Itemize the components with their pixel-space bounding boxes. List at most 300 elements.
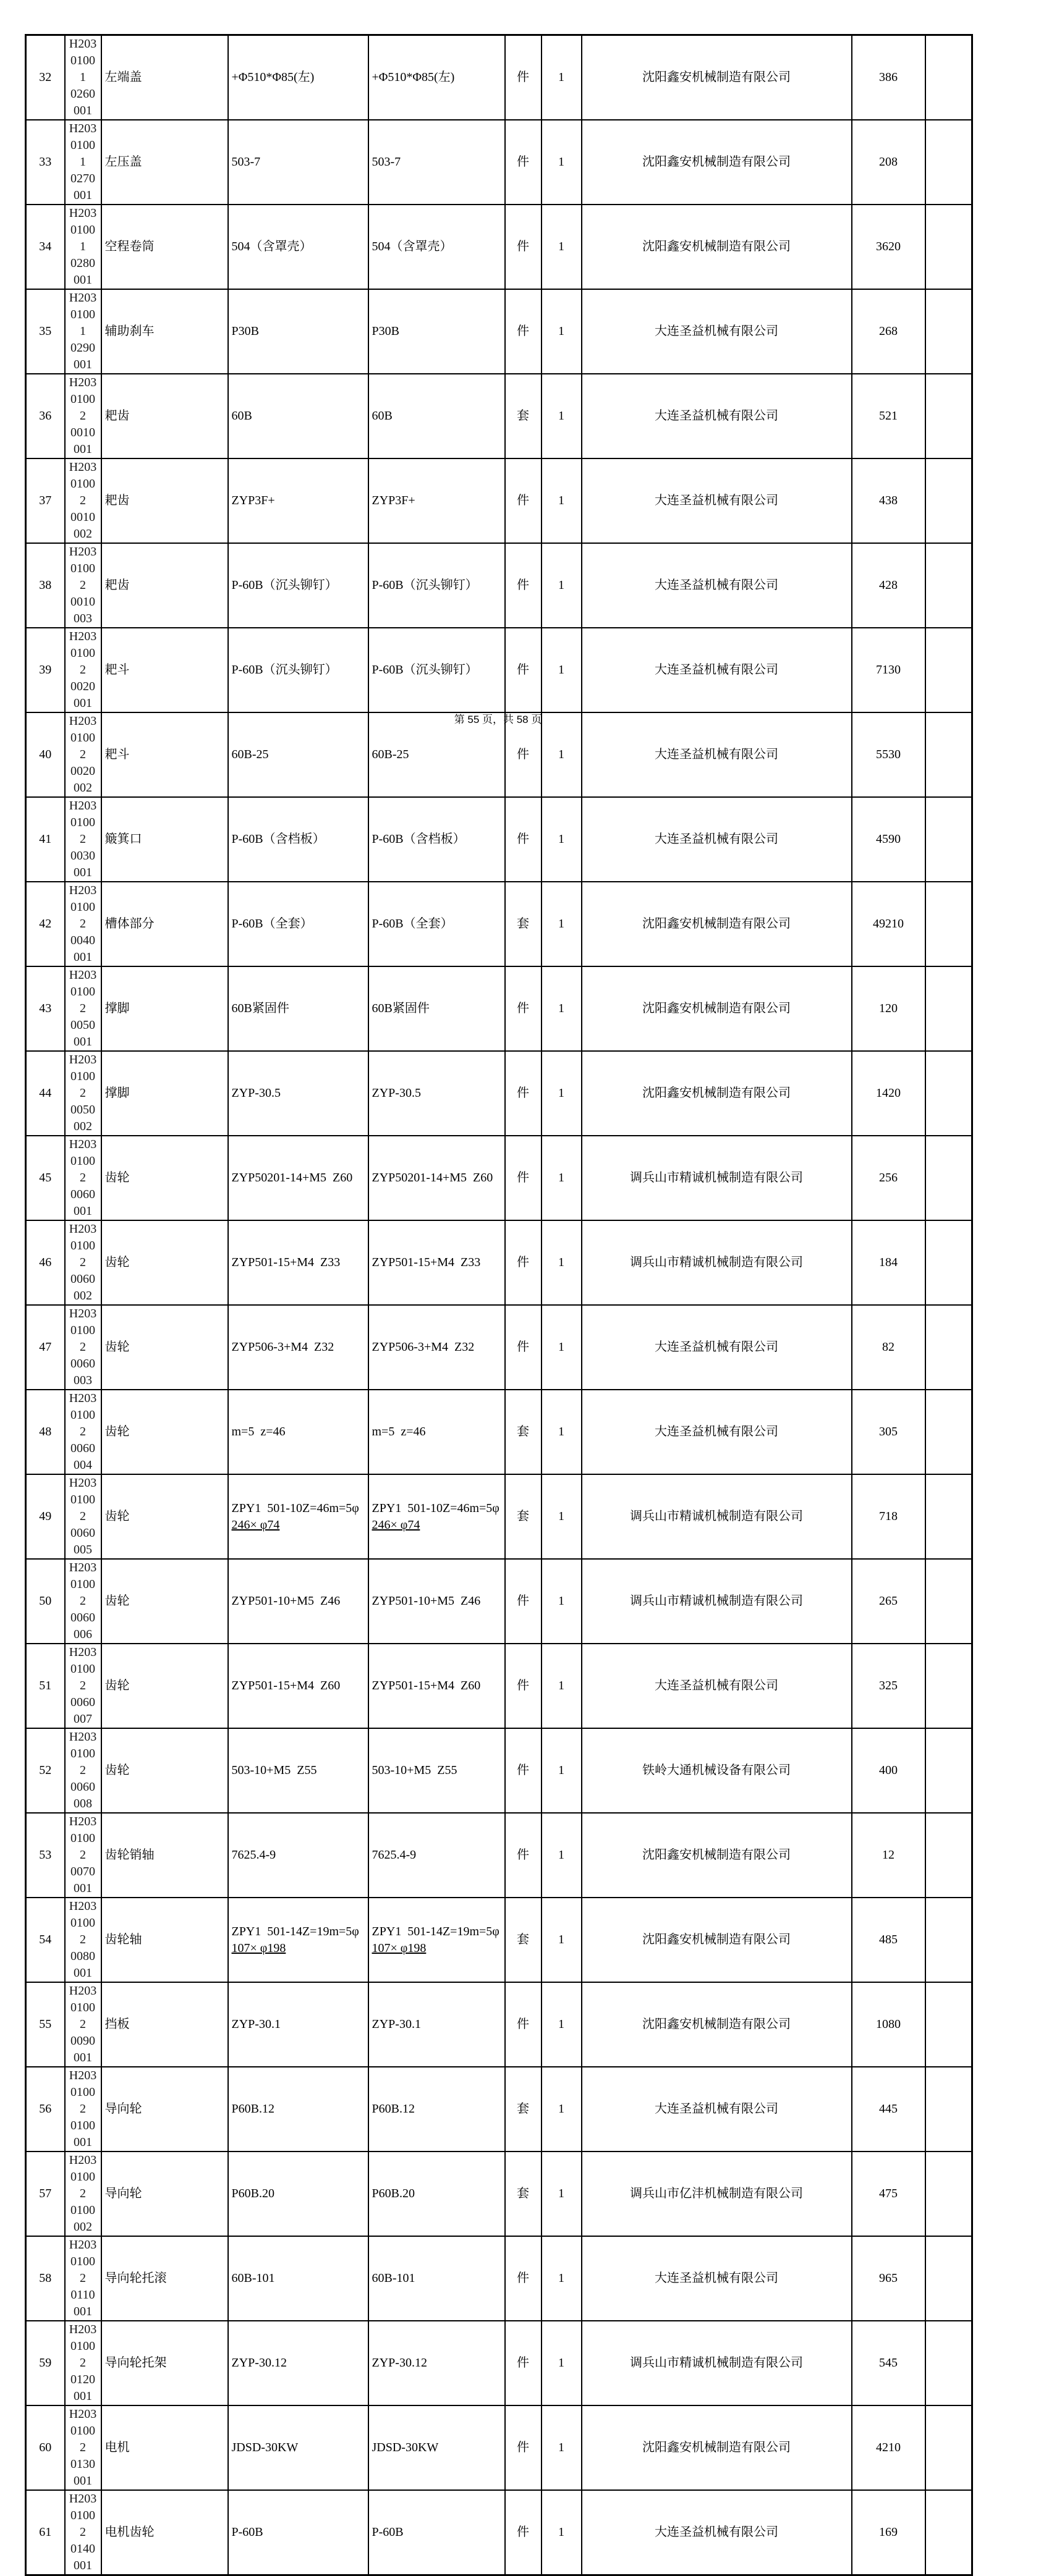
part-code-line1: H20301002: [69, 1222, 97, 1269]
part-code-line2: 0070001: [70, 1865, 95, 1895]
table-row: [26, 1051, 972, 1136]
part-code: [65, 2152, 101, 2236]
price: 305: [852, 1390, 925, 1474]
part-name: 耙斗: [101, 628, 228, 712]
quantity: 1: [542, 2236, 582, 2321]
empty-cell: [925, 1728, 972, 1813]
manufacturer: 沈阳鑫安机械制造有限公司: [582, 205, 852, 289]
part-code-line2: 0060001: [70, 1188, 95, 1218]
part-code-line2: 0260001: [70, 87, 95, 117]
part-code-line2: 0120001: [70, 2373, 95, 2403]
manufacturer: 沈阳鑫安机械制造有限公司: [582, 1051, 852, 1136]
spec-model-1: [228, 2405, 368, 2490]
part-code-line2: 0040001: [70, 934, 95, 964]
spec-model-1-text: 503-7: [231, 155, 261, 169]
empty-cell: [925, 1982, 972, 2067]
table-row: [26, 120, 972, 205]
part-code: [65, 120, 101, 205]
quantity: 1: [542, 1136, 582, 1220]
quantity: 1: [542, 797, 582, 882]
table-row: [26, 628, 972, 712]
unit: 件: [505, 1982, 542, 2067]
quantity: 1: [542, 2067, 582, 2152]
unit: 套: [505, 374, 542, 458]
part-code: [65, 1051, 101, 1136]
spec-model-1: [228, 2067, 368, 2152]
unit: 件: [505, 289, 542, 374]
part-name: 齿轮: [101, 1644, 228, 1728]
spec-model-1: [228, 1982, 368, 2067]
part-code-line1: H20301001: [69, 291, 97, 338]
part-code-line1: H20301002: [69, 2153, 97, 2200]
part-code: [65, 1728, 101, 1813]
part-name: 电机齿轮: [101, 2490, 228, 2575]
spec-model-1-text: ZPY1 501-14Z=19m=5φ: [231, 1924, 359, 1938]
table-row: [26, 1728, 972, 1813]
unit: 件: [505, 1136, 542, 1220]
spec-model-2-text: JDSD-30KW: [372, 2441, 439, 2454]
part-code: [65, 289, 101, 374]
spec-model-2-text: ZYP-30.1: [372, 2017, 421, 2031]
empty-cell: [925, 120, 972, 205]
spec-model-2-text: +Φ510*Φ85(左): [372, 70, 455, 84]
part-name: 耙齿: [101, 543, 228, 628]
spec-model-2-text: ZYP501-15+M4 Z60: [372, 1679, 481, 1692]
empty-cell: [925, 882, 972, 966]
empty-cell: [925, 1136, 972, 1220]
quantity: 1: [542, 1813, 582, 1898]
spec-model-2-text: P-60B（沉头铆钉）: [372, 663, 478, 677]
quantity: 1: [542, 1305, 582, 1390]
empty-cell: [925, 2405, 972, 2490]
part-name: 电机: [101, 2405, 228, 2490]
row-number: 58: [26, 2236, 65, 2321]
part-code: [65, 2490, 101, 2575]
spec-model-1-text: ZYP50201-14+M5 Z60: [231, 1171, 353, 1185]
part-name: 齿轮: [101, 1728, 228, 1813]
unit: 件: [505, 1051, 542, 1136]
part-code-line1: H20301002: [69, 376, 97, 423]
spec-model-2: [368, 628, 505, 712]
spec-model-2: [368, 2405, 505, 2490]
spec-model-2-text: ZYP-30.12: [372, 2356, 427, 2370]
manufacturer: 大连圣益机械有限公司: [582, 543, 852, 628]
row-number: 34: [26, 205, 65, 289]
unit: 件: [505, 1305, 542, 1390]
table-row: [26, 1559, 972, 1644]
part-name: 耙齿: [101, 374, 228, 458]
spec-model-2: [368, 1559, 505, 1644]
quantity: 1: [542, 882, 582, 966]
table-row: [26, 2152, 972, 2236]
part-name: 齿轮: [101, 1559, 228, 1644]
spec-model-1-text: P30B: [231, 324, 259, 338]
price: 545: [852, 2321, 925, 2405]
table-row: [26, 374, 972, 458]
quantity: 1: [542, 712, 582, 797]
table-row: [26, 1136, 972, 1220]
spec-model-1: [228, 1220, 368, 1305]
quantity: 1: [542, 1982, 582, 2067]
part-name: 导向轮: [101, 2152, 228, 2236]
spec-model-2-text: ZYP3F+: [372, 494, 415, 507]
spec-model-1-text: ZYP501-15+M4 Z60: [231, 1679, 341, 1692]
quantity: 1: [542, 1051, 582, 1136]
row-number: 42: [26, 882, 65, 966]
price: 485: [852, 1898, 925, 1982]
part-name: 齿轮: [101, 1220, 228, 1305]
unit: 件: [505, 2405, 542, 2490]
spec-model-2: [368, 882, 505, 966]
table-row: [26, 1898, 972, 1982]
part-code-line2: 0060005: [70, 1526, 95, 1556]
row-number: 54: [26, 1898, 65, 1982]
manufacturer: 大连圣益机械有限公司: [582, 712, 852, 797]
part-name: 撑脚: [101, 966, 228, 1051]
table-row: [26, 966, 972, 1051]
spec-model-1-text: JDSD-30KW: [231, 2441, 299, 2454]
part-code-line1: H20301001: [69, 37, 97, 84]
row-number: 52: [26, 1728, 65, 1813]
manufacturer: 大连圣益机械有限公司: [582, 2236, 852, 2321]
spec-model-2-text: P-60B（沉头铆钉）: [372, 578, 478, 592]
part-name: 导向轮托滚: [101, 2236, 228, 2321]
spec-model-2: [368, 1390, 505, 1474]
manufacturer: 沈阳鑫安机械制造有限公司: [582, 1898, 852, 1982]
row-number: 44: [26, 1051, 65, 1136]
quantity: 1: [542, 1898, 582, 1982]
spec-model-1: [228, 1898, 368, 1982]
manufacturer: 大连圣益机械有限公司: [582, 458, 852, 543]
spec-model-1-text: P-60B: [231, 2525, 263, 2539]
quantity: 1: [542, 1644, 582, 1728]
part-code: [65, 628, 101, 712]
row-number: 49: [26, 1474, 65, 1559]
spec-model-1-text: P-60B（全套）: [231, 917, 313, 931]
part-code-line2: 0080001: [70, 1949, 95, 1980]
spec-model-2-text: P30B: [372, 324, 399, 338]
spec-model-1-text: ZYP-30.1: [231, 2017, 281, 2031]
part-name: 齿轮: [101, 1390, 228, 1474]
price: 5530: [852, 712, 925, 797]
part-code: [65, 882, 101, 966]
spec-model-1: [228, 205, 368, 289]
price: 475: [852, 2152, 925, 2236]
spec-model-2-underlined-text: 107× φ198: [372, 1941, 427, 1955]
spec-model-2-text: 60B-101: [372, 2271, 415, 2285]
spec-model-1: [228, 2490, 368, 2575]
part-code-line1: H20301002: [69, 630, 97, 677]
price: 49210: [852, 882, 925, 966]
spec-model-2: [368, 1051, 505, 1136]
table-row: [26, 2405, 972, 2490]
spec-model-2-text: 60B-25: [372, 748, 409, 761]
part-code: [65, 1982, 101, 2067]
empty-cell: [925, 1813, 972, 1898]
empty-cell: [925, 289, 972, 374]
spec-model-1-text: ZYP506-3+M4 Z32: [231, 1340, 334, 1354]
part-code-line2: 0290001: [70, 341, 95, 371]
empty-cell: [925, 1051, 972, 1136]
spec-model-2: [368, 2490, 505, 2575]
spec-model-2-text: 504（含罩壳）: [372, 240, 453, 253]
spec-model-2-text: ZYP-30.5: [372, 1086, 421, 1100]
quantity: 1: [542, 289, 582, 374]
spec-model-1: [228, 458, 368, 543]
part-code: [65, 1390, 101, 1474]
part-name: 撑脚: [101, 1051, 228, 1136]
part-name: 齿轮轴: [101, 1898, 228, 1982]
spec-model-1-text: ZYP-30.5: [231, 1086, 281, 1100]
spec-model-1: [228, 1136, 368, 1220]
empty-cell: [925, 2490, 972, 2575]
row-number: 40: [26, 712, 65, 797]
part-name: 簸箕口: [101, 797, 228, 882]
page-footer: 第 55 页，共 58 页: [454, 714, 542, 725]
quantity: 1: [542, 2152, 582, 2236]
price: 120: [852, 966, 925, 1051]
spec-model-1-text: 504（含罩壳）: [231, 240, 312, 253]
part-name: 齿轮: [101, 1305, 228, 1390]
spec-model-1-text: P60B.12: [231, 2102, 274, 2116]
spec-model-1: [228, 1051, 368, 1136]
spec-model-2: [368, 1644, 505, 1728]
part-name: 左端盖: [101, 35, 228, 120]
unit: 件: [505, 458, 542, 543]
price: 718: [852, 1474, 925, 1559]
row-number: 47: [26, 1305, 65, 1390]
unit: 件: [505, 1220, 542, 1305]
spec-model-2: [368, 543, 505, 628]
spec-model-2: [368, 2321, 505, 2405]
spec-model-1: [228, 966, 368, 1051]
manufacturer: 调兵山市精诚机械制造有限公司: [582, 2321, 852, 2405]
part-code: [65, 1220, 101, 1305]
unit: 件: [505, 1813, 542, 1898]
manufacturer: 沈阳鑫安机械制造有限公司: [582, 882, 852, 966]
unit: 件: [505, 543, 542, 628]
parts-table: [25, 34, 973, 2576]
table-row: [26, 2490, 972, 2575]
table-row: [26, 882, 972, 966]
empty-cell: [925, 1644, 972, 1728]
empty-cell: [925, 1390, 972, 1474]
row-number: 41: [26, 797, 65, 882]
spec-model-1-text: m=5 z=46: [231, 1425, 286, 1438]
price: 184: [852, 1220, 925, 1305]
part-code-line2: 0110001: [70, 2288, 95, 2318]
manufacturer: 沈阳鑫安机械制造有限公司: [582, 120, 852, 205]
table-row: [26, 35, 972, 120]
row-number: 55: [26, 1982, 65, 2067]
spec-model-2: [368, 458, 505, 543]
spec-model-1-text: P60B.20: [231, 2187, 274, 2200]
spec-model-2: [368, 289, 505, 374]
row-number: 37: [26, 458, 65, 543]
row-number: 59: [26, 2321, 65, 2405]
part-code: [65, 797, 101, 882]
price: 428: [852, 543, 925, 628]
spec-model-2: [368, 1474, 505, 1559]
part-code: [65, 374, 101, 458]
manufacturer: 调兵山市精诚机械制造有限公司: [582, 1474, 852, 1559]
empty-cell: [925, 374, 972, 458]
table-row: [26, 1644, 972, 1728]
price: 1420: [852, 1051, 925, 1136]
part-name: 导向轮: [101, 2067, 228, 2152]
spec-model-1: [228, 1474, 368, 1559]
part-code: [65, 2405, 101, 2490]
quantity: 1: [542, 1559, 582, 1644]
spec-model-2: [368, 1305, 505, 1390]
unit: 套: [505, 1474, 542, 1559]
part-code-line2: 0010002: [70, 510, 95, 541]
spec-model-2: [368, 2152, 505, 2236]
row-number: 33: [26, 120, 65, 205]
row-number: 50: [26, 1559, 65, 1644]
price: 169: [852, 2490, 925, 2575]
unit: 套: [505, 1898, 542, 1982]
spec-model-2-text: ZYP501-15+M4 Z33: [372, 1256, 481, 1269]
part-name: 齿轮: [101, 1136, 228, 1220]
empty-cell: [925, 797, 972, 882]
row-number: 43: [26, 966, 65, 1051]
empty-cell: [925, 1898, 972, 1982]
part-code-line2: 0270001: [70, 172, 95, 202]
spec-model-2: [368, 1220, 505, 1305]
empty-cell: [925, 1559, 972, 1644]
part-code: [65, 1813, 101, 1898]
spec-model-1-text: 503-10+M5 Z55: [231, 1763, 317, 1777]
part-name: 左压盖: [101, 120, 228, 205]
part-code: [65, 1898, 101, 1982]
spec-model-1-text: P-60B（沉头铆钉）: [231, 578, 338, 592]
manufacturer: 沈阳鑫安机械制造有限公司: [582, 1982, 852, 2067]
spec-model-1: [228, 1644, 368, 1728]
empty-cell: [925, 1305, 972, 1390]
row-number: 36: [26, 374, 65, 458]
part-code-line1: H20301002: [69, 1138, 97, 1185]
spec-model-2: [368, 2236, 505, 2321]
manufacturer: 大连圣益机械有限公司: [582, 2490, 852, 2575]
part-code: [65, 35, 101, 120]
row-number: 39: [26, 628, 65, 712]
part-code: [65, 1474, 101, 1559]
unit: 件: [505, 2321, 542, 2405]
table-row: [26, 205, 972, 289]
part-name: 辅助刹车: [101, 289, 228, 374]
unit: 件: [505, 2236, 542, 2321]
manufacturer: 铁岭大通机械设备有限公司: [582, 1728, 852, 1813]
part-code-line1: H20301002: [69, 2069, 97, 2116]
part-code-line1: H20301002: [69, 1984, 97, 2031]
row-number: 35: [26, 289, 65, 374]
empty-cell: [925, 35, 972, 120]
spec-model-1: [228, 2236, 368, 2321]
row-number: 51: [26, 1644, 65, 1728]
quantity: 1: [542, 205, 582, 289]
quantity: 1: [542, 543, 582, 628]
spec-model-1: [228, 1305, 368, 1390]
spec-model-1: [228, 543, 368, 628]
spec-model-1: [228, 374, 368, 458]
part-code: [65, 458, 101, 543]
spec-model-1-text: 60B-101: [231, 2271, 275, 2285]
table-row: [26, 1982, 972, 2067]
spec-model-2: [368, 966, 505, 1051]
price: 7130: [852, 628, 925, 712]
spec-model-1: [228, 1813, 368, 1898]
unit: 件: [505, 120, 542, 205]
spec-model-2-text: P-60B（全套）: [372, 917, 453, 931]
empty-cell: [925, 966, 972, 1051]
part-code: [65, 2321, 101, 2405]
row-number: 61: [26, 2490, 65, 2575]
part-code-line2: 0100002: [70, 2203, 95, 2234]
table-row: [26, 289, 972, 374]
unit: 件: [505, 1559, 542, 1644]
part-code-line1: H20301001: [69, 122, 97, 169]
part-code-line1: H20301002: [69, 1053, 97, 1100]
spec-model-2: [368, 1898, 505, 1982]
spec-model-1-text: ZYP501-15+M4 Z33: [231, 1256, 341, 1269]
spec-model-1-text: P-60B（沉头铆钉）: [231, 663, 338, 677]
price: 386: [852, 35, 925, 120]
row-number: 56: [26, 2067, 65, 2152]
part-code: [65, 205, 101, 289]
spec-model-2: [368, 2067, 505, 2152]
manufacturer: 大连圣益机械有限公司: [582, 2067, 852, 2152]
quantity: 1: [542, 374, 582, 458]
empty-cell: [925, 205, 972, 289]
spec-model-2: [368, 797, 505, 882]
part-code-line1: H20301002: [69, 968, 97, 1015]
table-row: [26, 458, 972, 543]
spec-model-2: [368, 120, 505, 205]
empty-cell: [925, 1474, 972, 1559]
row-number: 53: [26, 1813, 65, 1898]
spec-model-1-text: 60B-25: [231, 748, 269, 761]
price: 208: [852, 120, 925, 205]
part-code-line2: 0140001: [70, 2542, 95, 2572]
part-code-line2: 0060003: [70, 1357, 95, 1387]
part-code-line1: H20301002: [69, 2407, 97, 2454]
empty-cell: [925, 543, 972, 628]
quantity: 1: [542, 628, 582, 712]
spec-model-1: [228, 2152, 368, 2236]
price: 268: [852, 289, 925, 374]
part-code-line1: H20301002: [69, 2323, 97, 2370]
quantity: 1: [542, 1390, 582, 1474]
spec-model-1: [228, 628, 368, 712]
spec-model-2-text: P60B.20: [372, 2187, 415, 2200]
part-code-line1: H20301002: [69, 2492, 97, 2539]
table-row: [26, 2321, 972, 2405]
spec-model-2: [368, 205, 505, 289]
price: 400: [852, 1728, 925, 1813]
part-code-line1: H20301002: [69, 2238, 97, 2285]
table-row: [26, 1305, 972, 1390]
manufacturer: 大连圣益机械有限公司: [582, 628, 852, 712]
part-code-line2: 0090001: [70, 2034, 95, 2064]
part-code-line2: 0020001: [70, 680, 95, 710]
part-code: [65, 2236, 101, 2321]
manufacturer: 调兵山市精诚机械制造有限公司: [582, 1559, 852, 1644]
part-code-line2: 0020002: [70, 764, 95, 795]
part-code-line2: 0280001: [70, 256, 95, 287]
spec-model-1: [228, 882, 368, 966]
spec-model-2: [368, 374, 505, 458]
